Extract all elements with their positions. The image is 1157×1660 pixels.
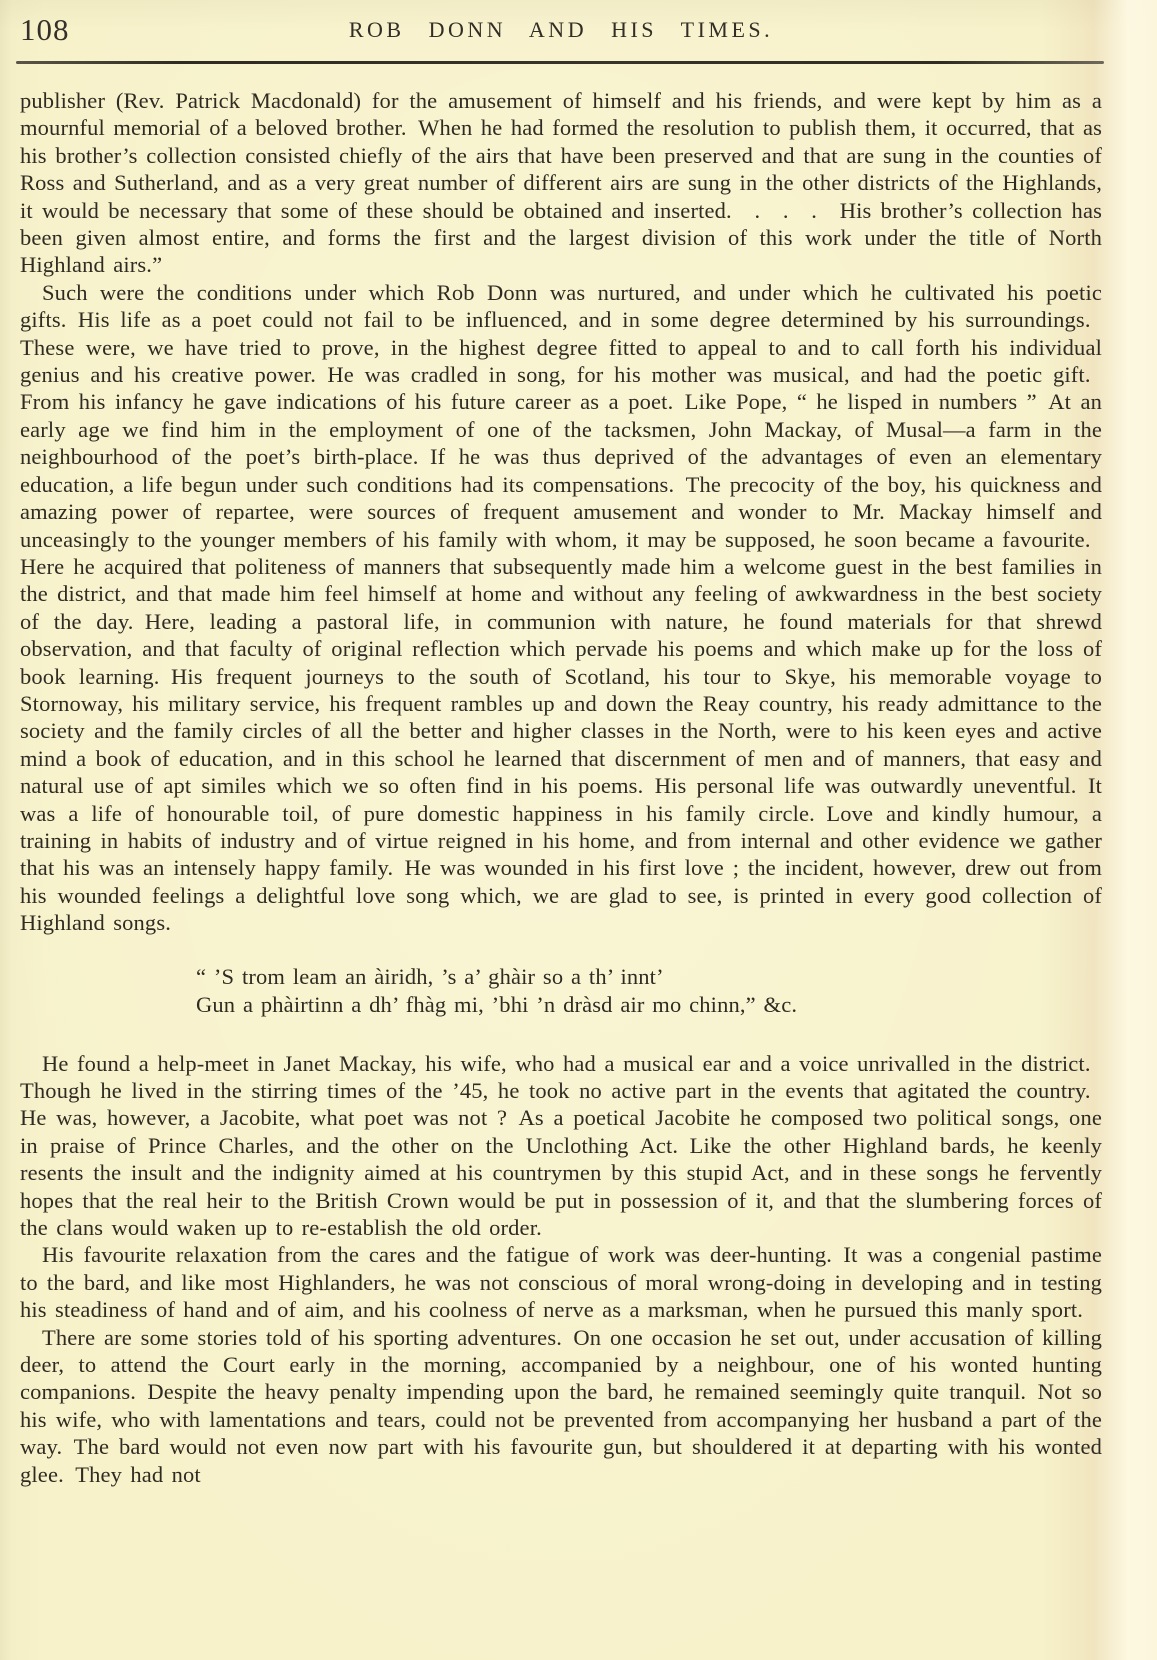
paragraph: He found a help-meet in Janet Mackay, his wife, who had a musical ear and a voice unrivalled in the district. Though he lived in the stirring times of the ’45, he took no active part in the events that agitated the country. He was, however, a Jacobite, what poet was not ? As a poetical Jacobite he composed two political songs, one in praise of Prince Charles, and the other on the Unclothing Act. Like the other Highland bards, he keenly resents the insult and the indignity aimed at his countrymen by this stupid Act, and in these songs he fervently hopes that the real heir to the British Crown would be put in possession of it, and that the slumbering forces of the clans would waken up to re-establish the old order. [20,1050,1102,1241]
paragraph: There are some stories told of his sporting adventures. On one occasion he set out, under accusation of killing deer, to attend the Court early in the morning, accompanied by a neighbour, one of his wonted hunting companions. Despite the heavy penalty impending upon the bard, he remained seemingly quite tranquil. Not so his wife, who with lamentations and tears, could not be prevented from accompanying her husband a part of the way. The bard would not even now part with his favourite gun, but shouldered it at departing with his wonted glee. They had not [20,1324,1102,1487]
page-header [20,10,1102,54]
verse-quote [196,963,1102,1020]
paragraph: publisher (Rev. Patrick Macdonald) for the amusement of himself and his friends, and were kept by him as a mournful memorial of a beloved brother. When he had formed the resolution to publish them, it occurred, that as his brother’s collection consisted chiefly of the airs that have been preserved and that are sung in the counties of Ross and Sutherland, and as a very great number of different airs are sung in the other districts of the Highlands, it would be necessary that some of these should be obtained and inserted. . . . His brother’s collection has been given almost entire, and forms the first and the largest division of this work under the title of North Highland airs.” [20,88,1102,278]
running-title: ROB DONN AND HIS TIMES. [348,17,774,42]
page-number: 108 [20,12,70,47]
body-text [20,87,1102,1488]
header-rule [16,61,1104,64]
paragraph: Such were the conditions under which Rob Donn was nurtured, and under which he cultivated his poetic gifts. His life as a poet could not fail to be influenced, and in some degree determined by his surroundings. These were, we have tried to prove, in the highest degree fitted to appeal to and to call forth his individual genius and his creative power. He was cradled in song, for his mother was musical, and had the poetic gift. From his infancy he gave indications of his future career as a poet. Like Pope, “ he lisped in numbers ” At an early age we find him in the employment of one of the tacksmen, John Mackay, of Musal—a farm in the neighbourhood of the poet’s birth-place. If he was thus deprived of the advantages of even an elementary education, a life begun under such conditions had its compensations. The precocity of the boy, his quickness and amazing power of repartee, were sources of frequent amusement and wonder to Mr. Mackay himself and unceasingly to the younger members of his family with whom, it may be supposed, he soon became a favourite. Here he acquired that politeness of manners that subsequently made him a welcome guest in the best families in the district, and that made him feel himself at home and without any feeling of awkwardness in the best society of the day. Here, leading a pastoral life, in communion with nature, he found materials for that shrewd observation, and that faculty of original reflection which pervade his poems and which make up for the loss of book learning. His frequent journeys to the south of Scotland, his tour to Skye, his memorable voyage to Stornoway, his military service, his frequent rambles up and down the Reay country, his ready admittance to the society and the family circles of all the better and higher classes in the North, were to his keen eyes and active mind a book of education, and in this school he learned that discernment of men and of manners, that easy and natural use of apt similes which we so often find in his poems. His personal life was outwardly uneventful. It was a life of honourable toil, of pure domestic happiness in his family circle. Love and kindly humour, a training in habits of industry and of virtue reigned in his home, and from internal and other evidence we gather that his was an intensely happy family. He was wounded in his first love ; the incident, however, drew out from his wounded feelings a delightful love song which, we are glad to see, is printed in every good collection of Highland songs. [20,279,1102,936]
verse-line: Gun a phàirtinn a dh’ fhàg mi, ’bhi ’n dràsd air mo chinn,” &c. [196,992,798,1018]
verse-line: “ ’S trom leam an àiridh, ’s a’ ghàir so a th’ innt’ [196,963,664,989]
paragraph: His favourite relaxation from the cares and the fatigue of work was deer-hunting. It was a congenial pastime to the bard, and like most Highlanders, he was not conscious of moral wrong-doing in developing and in testing his steadiness of hand and of aim, and his coolness of nerve as a marksman, when he pursued this manly sport. [20,1242,1102,1323]
